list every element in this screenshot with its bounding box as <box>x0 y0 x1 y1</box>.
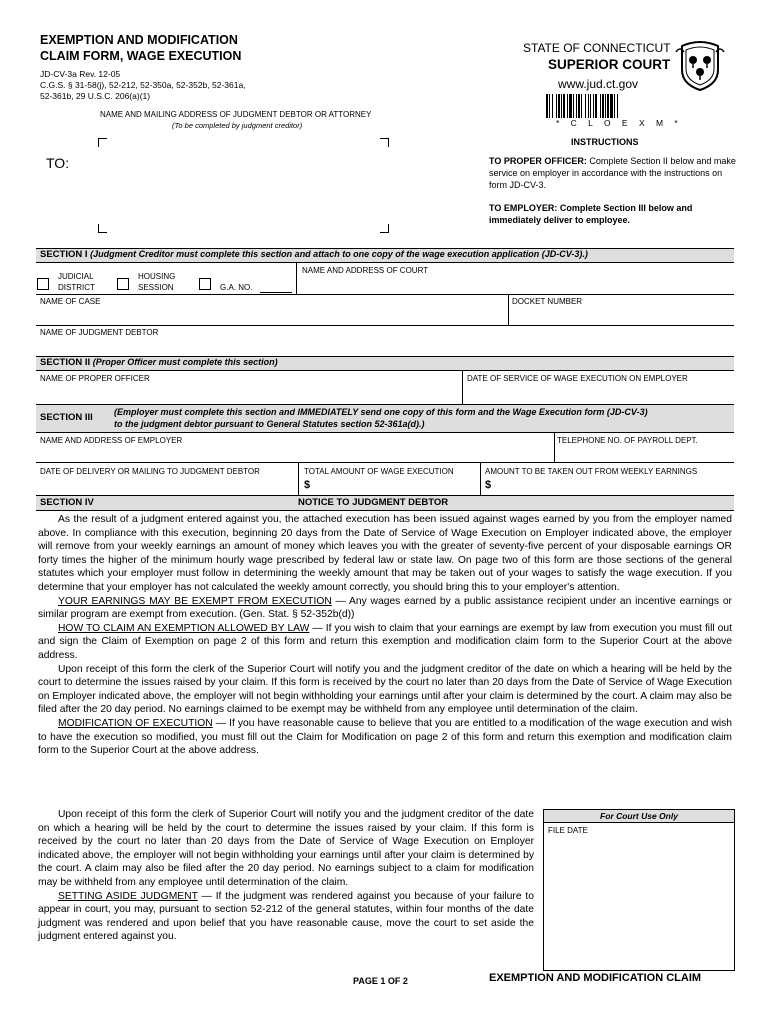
barcode-bar <box>600 94 601 118</box>
barcode-bar <box>617 94 618 118</box>
barcode-bar <box>595 94 597 118</box>
section2-header: SECTION II (Proper Officer must complete this section) <box>40 357 278 368</box>
notice-paragraph-6: Upon receipt of this form the clerk of Superior Court will notify you and the judgment creditor of the date on which a hearing will be held by the court to determine the issues raised by your claim. If this form is received by the court no later than 20 days from the Date of Service of Wage Execution on Employer indicated above, the employer will not begin withholding your earnings until after your claim is determined by the court. A claim may also be filed after the 20 day period. No earnings subject to a claim for modification may be withheld from any employee until determination of the claim. <box>38 809 534 888</box>
barcode-bar <box>590 94 591 118</box>
rule <box>36 432 734 433</box>
address-corner-tr <box>380 138 389 147</box>
docket-number-label: DOCKET NUMBER <box>512 297 583 306</box>
weekly-amount-label: AMOUNT TO BE TAKEN OUT FROM WEEKLY EARNINGS <box>485 467 698 476</box>
debtor-address-field[interactable] <box>100 140 380 230</box>
employer-address-input[interactable] <box>38 446 550 460</box>
rule <box>296 262 297 294</box>
file-date-label: FILE DATE <box>548 826 588 835</box>
debtor-name-input[interactable] <box>38 337 732 355</box>
statutes: C.G.S. § 31-58(j), 52-212, 52-350a, 52-352b, 52-361a, <box>40 80 246 90</box>
date-service-label: DATE OF SERVICE OF WAGE EXECUTION ON EMPLOYER <box>467 374 688 383</box>
barcode-bar <box>558 94 560 118</box>
footer-title: EXEMPTION AND MODIFICATION CLAIM <box>489 972 702 984</box>
date-delivery-label: DATE OF DELIVERY OR MAILING TO JUDGMENT DEBTOR <box>40 467 260 476</box>
court-address-input[interactable] <box>300 276 730 294</box>
proper-officer-label: NAME OF PROPER OFFICER <box>40 374 150 383</box>
statutes-cont: 52-361b, 29 U.S.C. 206(a)(1) <box>40 91 151 101</box>
state-name: STATE OF CONNECTICUT <box>523 41 671 55</box>
ga-number-input[interactable] <box>260 292 292 293</box>
barcode-bar <box>563 94 565 118</box>
rule <box>462 370 463 404</box>
judicial-district-label: JUDICIAL DISTRICT <box>58 272 95 292</box>
proper-officer-input[interactable] <box>38 384 458 402</box>
rule <box>480 462 481 495</box>
employer-address-label: NAME AND ADDRESS OF EMPLOYER <box>40 436 183 445</box>
rule <box>36 325 734 326</box>
notice-paragraph-7: SETTING ASIDE JUDGMENT — If the judgment was rendered against you because of your failure to appear in court, you may, pursuant to section 52-212 of the general statutes, within four months of the date judgment was rendered and upon belief that you have reasonable cause, move the court to set aside the judgment entered against you. <box>38 890 534 943</box>
barcode-image <box>546 94 654 118</box>
rule <box>298 462 299 495</box>
court-address-label: NAME AND ADDRESS OF COURT <box>302 266 429 275</box>
notice-paragraph-4: Upon receipt of this form the clerk of the Superior Court will notify you and the judgment creditor of the date on which a hearing will be held by the court to determine the issues raised by your claim. If this form is received by the court no later than 20 days from the Date of Service of Wage Execution on Employer indicated above, the employer will not begin withholding your earnings until after your claim is determined by the court. A claim may also be filed after the 20 day period. No earnings claimed to be exempt may be withheld from any employee until determination of the claim. <box>38 663 732 716</box>
ga-number-label: G.A. NO. <box>220 283 253 292</box>
form-meta <box>40 69 246 102</box>
website-link[interactable]: www.jud.ct.gov <box>558 77 639 91</box>
barcode-bar <box>576 94 577 118</box>
total-amount-dollar: $ <box>304 479 311 491</box>
rule <box>36 510 734 511</box>
barcode-bar <box>561 94 562 118</box>
barcode-bar <box>552 94 553 118</box>
total-amount-input[interactable] <box>314 478 476 493</box>
section1-header: SECTION I (Judgment Creditor must complete this section and attach to one copy of the wage execution application (JD-CV-3).) <box>40 249 588 260</box>
barcode-bar <box>581 94 582 118</box>
date-delivery-input[interactable] <box>38 477 294 493</box>
rule <box>508 294 509 325</box>
form-title: EXEMPTION AND MODIFICATION CLAIM FORM, WAGE EXECUTION <box>40 33 242 63</box>
address-label: NAME AND MAILING ADDRESS OF JUDGMENT DEBTOR OR ATTORNEY <box>100 110 372 119</box>
judicial-district-checkbox[interactable] <box>37 278 49 290</box>
address-sublabel: (To be completed by judgment creditor) <box>172 121 303 130</box>
debtor-name-label: NAME OF JUDGMENT DEBTOR <box>40 328 159 337</box>
barcode-bar <box>607 94 609 118</box>
barcode-bar <box>556 94 557 118</box>
barcode-bar <box>569 94 572 118</box>
notice-heading: NOTICE TO JUDGMENT DEBTOR <box>298 497 449 508</box>
court-name: SUPERIOR COURT <box>548 57 671 72</box>
housing-session-label: HOUSING SESSION <box>138 272 176 292</box>
notice-body <box>38 513 732 758</box>
barcode-bar <box>585 94 586 118</box>
barcode-bar <box>602 94 604 118</box>
page-number: PAGE 1 OF 2 <box>353 976 408 986</box>
weekly-amount-input[interactable] <box>495 478 731 493</box>
instructions-officer: TO PROPER OFFICER: Complete Section II below and make service on employer in accordance with the instructions on form JD-CV-3. <box>489 156 736 190</box>
payroll-phone-label: TELEPHONE NO. OF PAYROLL DEPT. <box>557 436 698 445</box>
housing-session-checkbox[interactable] <box>117 278 129 290</box>
notice-paragraph-5: MODIFICATION OF EXECUTION — If you have reasonable cause to believe that you are entitled to a modification of the wage execution and wish to have the execution so modified, you must fill out the Claim for Modification on page 2 of this form and return this exemption and modification claim form to the Superior Court at the above address. <box>38 717 733 757</box>
barcode-bar <box>605 94 606 118</box>
notice-paragraph-2: YOUR EARNINGS MAY BE EXEMPT FROM EXECUTION — Any wages earned by a public assistance recipient under an incentive earnings or similar program are exempt from execution. (Gen. Stat. § 52-352b(d)) <box>38 595 732 621</box>
rule <box>36 404 734 405</box>
rule <box>36 462 734 463</box>
address-corner-br <box>380 224 389 233</box>
section4-title: SECTION IV <box>40 497 94 508</box>
notice-body-lower <box>38 808 534 944</box>
state-seal-icon <box>674 40 726 92</box>
barcode-bar <box>549 94 550 118</box>
barcode-bar <box>573 94 574 118</box>
case-name-label: NAME OF CASE <box>40 297 101 306</box>
barcode-bar <box>614 94 615 118</box>
barcode-bar <box>610 94 613 118</box>
rule <box>36 294 734 295</box>
notice-paragraph-1: As the result of a judgment entered against you, the attached execution has been issued against wages earned by you from the employer named above. In compliance with this execution, beginning 20 days from the Date of Service of Wage Execution on Employer indicated above, the employer will remove from your weekly earnings an amount of money which leaves you with the greater of seventy-five percent of your disposable earnings OR forty times the higher of the minimum hourly wage prescribed by federal law or state law. On page two of this form are those sections of the general statutes which your employer must follow in determining the weekly amount that may be taken out of your wages to satisfy the wage execution. If you determine that your employer has not calculated the weekly amount correctly, you should bring this to your employer's attention. <box>38 514 732 593</box>
court-use-box <box>543 809 735 971</box>
barcode-bar <box>567 94 568 118</box>
total-amount-label: TOTAL AMOUNT OF WAGE EXECUTION <box>304 467 454 476</box>
form-number: JD-CV-3a Rev. 12-05 <box>40 69 121 79</box>
notice-paragraph-3: HOW TO CLAIM AN EXEMPTION ALLOWED BY LAW — If you wish to claim that your earnings are exempt by law from execution you must fill out and sign the Claim of Exemption on page 2 of this form and return this exemption and modification claim form to the Superior Court at the above address. <box>38 622 733 661</box>
section3-note: (Employer must complete this section and IMMEDIATELY send one copy of this form and the Wage Execution form (JD-CV-3) to the judgment debtor pursuant to General Statutes section 52-361a(d).) <box>114 407 648 429</box>
instructions-employer: TO EMPLOYER: Complete Section III below and immediately deliver to employee. <box>489 203 693 225</box>
barcode-text: * C L O E X M * <box>556 118 683 128</box>
date-service-input[interactable] <box>465 384 731 402</box>
rule <box>36 495 734 496</box>
payroll-phone-input[interactable] <box>556 446 732 460</box>
to-label: TO: <box>46 155 70 171</box>
weekly-amount-dollar: $ <box>485 479 492 491</box>
rule <box>36 262 734 263</box>
barcode-bar <box>578 94 580 118</box>
rule <box>554 432 555 462</box>
barcode-bar <box>588 94 589 118</box>
instructions-heading: INSTRUCTIONS <box>571 137 639 147</box>
ga-number-checkbox[interactable] <box>199 278 211 290</box>
court-use-heading: For Court Use Only <box>544 810 734 823</box>
case-name-input[interactable] <box>38 306 504 324</box>
rule <box>36 370 734 371</box>
barcode-bar <box>546 94 548 118</box>
section3-title: SECTION III <box>40 412 93 423</box>
barcode-bar <box>593 94 594 118</box>
docket-number-input[interactable] <box>510 306 732 324</box>
